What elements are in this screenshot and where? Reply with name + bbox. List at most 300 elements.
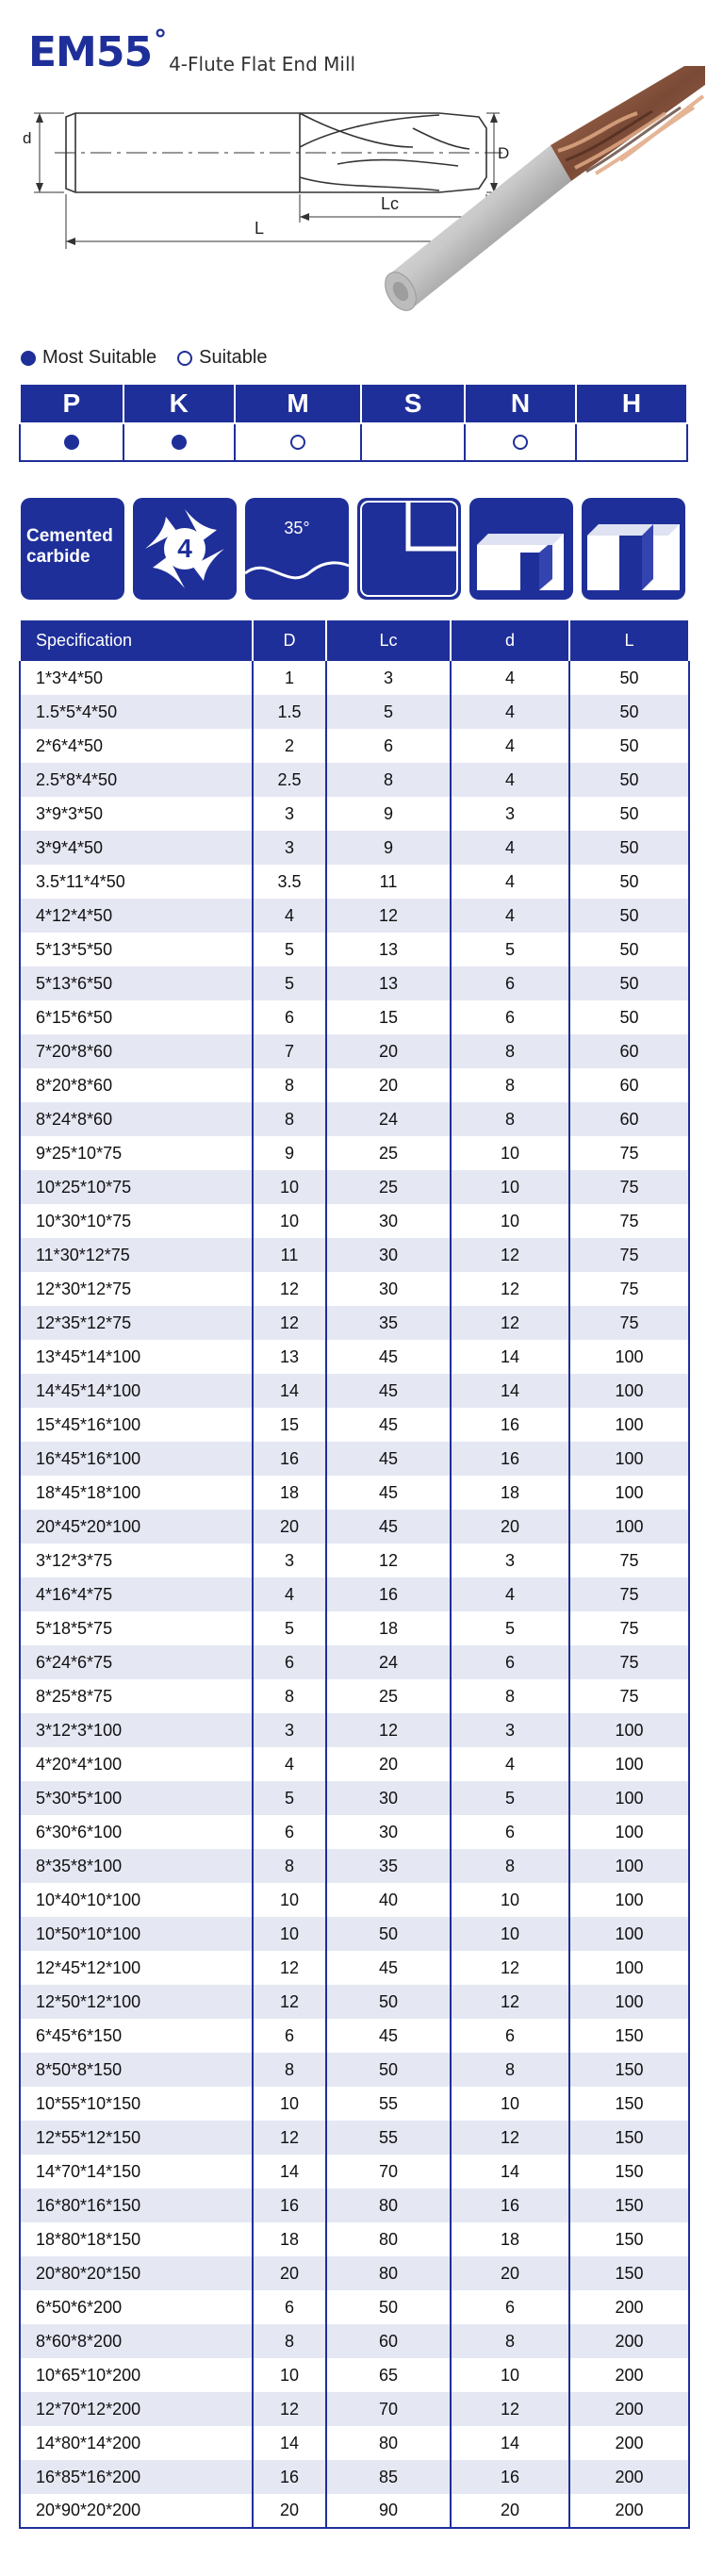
table-cell: 100 <box>569 1510 689 1544</box>
table-cell: 12 <box>253 1985 326 2019</box>
table-cell: 100 <box>569 1442 689 1476</box>
table-cell: 50 <box>569 729 689 763</box>
material-header-k: K <box>123 384 235 423</box>
table-cell: 16 <box>451 1408 569 1442</box>
table-cell: 8 <box>451 1102 569 1136</box>
table-row <box>20 1849 689 1883</box>
table-row <box>20 2460 689 2494</box>
material-label <box>26 526 113 568</box>
table-cell: 6 <box>326 729 451 763</box>
table-cell: 5 <box>253 1781 326 1815</box>
table-cell: 16*85*16*200 <box>20 2460 253 2494</box>
table-row <box>20 1611 689 1645</box>
table-row <box>20 2087 689 2121</box>
table-cell: 20 <box>253 2256 326 2290</box>
helix-angle-value: 35° <box>284 519 310 537</box>
material-line-2: carbide <box>26 547 90 567</box>
table-cell: 12 <box>451 1306 569 1340</box>
table-cell: 18 <box>451 2222 569 2256</box>
table-cell: 16 <box>253 2188 326 2222</box>
table-cell: 16 <box>451 1442 569 1476</box>
table-cell: 100 <box>569 1917 689 1951</box>
table-cell: 10 <box>253 2087 326 2121</box>
table-row <box>20 2494 689 2528</box>
table-row <box>20 2426 689 2460</box>
table-row <box>20 2188 689 2222</box>
table-row <box>20 1544 689 1577</box>
table-cell: 8 <box>451 1849 569 1883</box>
table-cell: 12 <box>326 899 451 933</box>
table-cell: 12 <box>253 1951 326 1985</box>
table-cell: 3 <box>253 1713 326 1747</box>
table-cell: 12*50*12*100 <box>20 1985 253 2019</box>
table-row <box>20 1170 689 1204</box>
table-cell: 14 <box>253 1374 326 1408</box>
table-cell: 12*55*12*150 <box>20 2121 253 2155</box>
table-cell: 80 <box>326 2222 451 2256</box>
table-cell: 6 <box>253 2019 326 2053</box>
table-cell: 1*3*4*50 <box>20 661 253 695</box>
material-rating-k <box>123 423 235 461</box>
material-rating-m <box>235 423 361 461</box>
table-cell: 50 <box>569 865 689 899</box>
table-cell: 5*13*6*50 <box>20 966 253 1000</box>
table-cell: 1 <box>253 661 326 695</box>
table-row <box>20 695 689 729</box>
table-cell: 10 <box>451 1204 569 1238</box>
table-cell: 75 <box>569 1238 689 1272</box>
label-d: d <box>23 129 32 147</box>
legend-most-suitable-label: Most Suitable <box>42 347 157 368</box>
table-cell: 75 <box>569 1272 689 1306</box>
table-cell: 50 <box>569 763 689 797</box>
filled-dot-icon <box>21 351 36 366</box>
table-cell: 45 <box>326 1442 451 1476</box>
table-cell: 150 <box>569 2019 689 2053</box>
table-cell: 50 <box>569 933 689 966</box>
table-cell: 3 <box>451 1544 569 1577</box>
table-cell: 4 <box>451 729 569 763</box>
table-cell: 10 <box>253 1917 326 1951</box>
table-cell: 4 <box>253 899 326 933</box>
spec-col-d: d <box>451 620 569 661</box>
table-cell: 12 <box>326 1713 451 1747</box>
table-cell: 16 <box>451 2188 569 2222</box>
table-cell: 8*50*8*150 <box>20 2053 253 2087</box>
table-cell: 16 <box>326 1577 451 1611</box>
table-cell: 4*12*4*50 <box>20 899 253 933</box>
table-cell: 14 <box>451 2155 569 2188</box>
square-corner-icon <box>357 498 461 600</box>
table-cell: 150 <box>569 2222 689 2256</box>
table-cell: 12*35*12*75 <box>20 1306 253 1340</box>
spec-col-specification: Specification <box>20 620 253 661</box>
table-cell: 16*45*16*100 <box>20 1442 253 1476</box>
table-row <box>20 1577 689 1611</box>
table-cell: 8 <box>326 763 451 797</box>
table-cell: 24 <box>326 1102 451 1136</box>
table-row <box>20 1408 689 1442</box>
table-cell: 12 <box>253 2121 326 2155</box>
table-cell: 25 <box>326 1170 451 1204</box>
table-cell: 8 <box>253 1102 326 1136</box>
table-cell: 11 <box>253 1238 326 1272</box>
table-cell: 4 <box>451 695 569 729</box>
table-cell: 200 <box>569 2358 689 2392</box>
table-cell: 10 <box>451 1917 569 1951</box>
table-row <box>20 933 689 966</box>
suitability-legend <box>21 347 288 369</box>
table-cell: 100 <box>569 1340 689 1374</box>
table-row <box>20 831 689 865</box>
table-cell: 3 <box>253 797 326 831</box>
table-cell: 12 <box>451 2392 569 2426</box>
material-header-p: P <box>20 384 123 423</box>
table-row <box>20 1442 689 1476</box>
table-cell: 4 <box>451 1577 569 1611</box>
table-cell: 30 <box>326 1238 451 1272</box>
table-cell: 45 <box>326 2019 451 2053</box>
table-cell: 8*24*8*60 <box>20 1102 253 1136</box>
table-cell: 13 <box>326 933 451 966</box>
table-cell: 45 <box>326 1340 451 1374</box>
table-cell: 14*70*14*150 <box>20 2155 253 2188</box>
table-cell: 45 <box>326 1510 451 1544</box>
table-row <box>20 1102 689 1136</box>
table-cell: 12 <box>451 1238 569 1272</box>
table-cell: 3.5 <box>253 865 326 899</box>
table-cell: 4 <box>451 865 569 899</box>
table-cell: 20 <box>326 1034 451 1068</box>
table-cell: 9 <box>253 1136 326 1170</box>
table-row <box>20 2358 689 2392</box>
table-cell: 4 <box>451 1747 569 1781</box>
table-cell: 9*25*10*75 <box>20 1136 253 1170</box>
table-cell: 3*9*3*50 <box>20 797 253 831</box>
table-cell: 8*25*8*75 <box>20 1679 253 1713</box>
table-cell: 3 <box>253 831 326 865</box>
table-cell: 20 <box>326 1747 451 1781</box>
table-cell: 13 <box>326 966 451 1000</box>
table-cell: 30 <box>326 1815 451 1849</box>
table-cell: 50 <box>326 1917 451 1951</box>
table-cell: 5 <box>253 966 326 1000</box>
table-cell: 200 <box>569 2290 689 2324</box>
table-cell: 8 <box>253 1849 326 1883</box>
table-cell: 5 <box>451 933 569 966</box>
table-cell: 6*45*6*150 <box>20 2019 253 2053</box>
table-row <box>20 763 689 797</box>
table-cell: 100 <box>569 1815 689 1849</box>
table-cell: 3.5*11*4*50 <box>20 865 253 899</box>
legend-suitable <box>177 347 267 369</box>
model-degree: ° <box>154 24 168 55</box>
table-row <box>20 1476 689 1510</box>
table-cell: 11*30*12*75 <box>20 1238 253 1272</box>
table-cell: 12 <box>253 1272 326 1306</box>
table-cell: 45 <box>326 1951 451 1985</box>
table-row <box>20 2392 689 2426</box>
table-cell: 4 <box>253 1747 326 1781</box>
table-cell: 4*20*4*100 <box>20 1747 253 1781</box>
material-header-s: S <box>361 384 465 423</box>
table-cell: 75 <box>569 1544 689 1577</box>
table-cell: 20 <box>253 2494 326 2528</box>
table-cell: 24 <box>326 1645 451 1679</box>
table-cell: 15*45*16*100 <box>20 1408 253 1442</box>
table-row <box>20 1204 689 1238</box>
table-cell: 150 <box>569 2155 689 2188</box>
table-cell: 12*70*12*200 <box>20 2392 253 2426</box>
table-cell: 14 <box>253 2155 326 2188</box>
table-row <box>20 1340 689 1374</box>
table-cell: 14 <box>451 2426 569 2460</box>
table-cell: 10 <box>451 1136 569 1170</box>
table-cell: 100 <box>569 1849 689 1883</box>
table-cell: 8*20*8*60 <box>20 1068 253 1102</box>
table-cell: 14*80*14*200 <box>20 2426 253 2460</box>
table-cell: 55 <box>326 2121 451 2155</box>
table-row <box>20 2256 689 2290</box>
legend-most-suitable <box>21 347 156 369</box>
table-cell: 6*50*6*200 <box>20 2290 253 2324</box>
table-cell: 6*24*6*75 <box>20 1645 253 1679</box>
table-cell: 10 <box>253 1883 326 1917</box>
table-cell: 200 <box>569 2460 689 2494</box>
material-rating-p <box>20 423 123 461</box>
page-title <box>28 24 356 76</box>
table-cell: 6 <box>253 1815 326 1849</box>
material-rating-h <box>576 423 687 461</box>
table-cell: 16 <box>451 2460 569 2494</box>
table-cell: 75 <box>569 1611 689 1645</box>
table-cell: 75 <box>569 1306 689 1340</box>
table-cell: 14 <box>253 2426 326 2460</box>
table-cell: 12 <box>451 1985 569 2019</box>
table-row <box>20 1781 689 1815</box>
table-cell: 3*12*3*100 <box>20 1713 253 1747</box>
table-cell: 10 <box>451 1883 569 1917</box>
table-cell: 8*60*8*200 <box>20 2324 253 2358</box>
material-header-m: M <box>235 384 361 423</box>
filled-dot-icon <box>64 435 79 450</box>
table-cell: 6*15*6*50 <box>20 1000 253 1034</box>
flute-count: 4 <box>177 534 192 563</box>
table-cell: 10 <box>253 1204 326 1238</box>
model-name: EM55 <box>28 28 153 76</box>
end-mill-image <box>373 94 705 321</box>
table-row <box>20 1713 689 1747</box>
table-cell: 60 <box>569 1102 689 1136</box>
table-cell: 150 <box>569 2256 689 2290</box>
table-cell: 75 <box>569 1170 689 1204</box>
table-cell: 40 <box>326 1883 451 1917</box>
table-cell: 5 <box>253 1611 326 1645</box>
table-cell: 60 <box>326 2324 451 2358</box>
table-cell: 100 <box>569 1374 689 1408</box>
table-cell: 8 <box>451 1034 569 1068</box>
table-cell: 70 <box>326 2155 451 2188</box>
table-cell: 150 <box>569 2087 689 2121</box>
table-row <box>20 2222 689 2256</box>
table-cell: 20*90*20*200 <box>20 2494 253 2528</box>
table-cell: 50 <box>326 2290 451 2324</box>
table-cell: 5 <box>451 1781 569 1815</box>
table-cell: 4 <box>451 763 569 797</box>
table-row <box>20 797 689 831</box>
material-header-h: H <box>576 384 687 423</box>
table-cell: 6 <box>451 966 569 1000</box>
table-cell: 80 <box>326 2256 451 2290</box>
label-L: L <box>255 219 265 238</box>
table-row <box>20 1374 689 1408</box>
table-cell: 200 <box>569 2494 689 2528</box>
table-cell: 35 <box>326 1849 451 1883</box>
table-cell: 45 <box>326 1476 451 1510</box>
table-cell: 60 <box>569 1068 689 1102</box>
table-cell: 2*6*4*50 <box>20 729 253 763</box>
table-cell: 75 <box>569 1679 689 1713</box>
table-cell: 20 <box>451 2256 569 2290</box>
table-cell: 80 <box>326 2188 451 2222</box>
spec-header-row <box>20 620 689 661</box>
table-cell: 4*16*4*75 <box>20 1577 253 1611</box>
table-cell: 50 <box>569 797 689 831</box>
table-cell: 6 <box>253 1645 326 1679</box>
table-cell: 18*45*18*100 <box>20 1476 253 1510</box>
table-cell: 15 <box>253 1408 326 1442</box>
table-cell: 10*55*10*150 <box>20 2087 253 2121</box>
table-cell: 10 <box>253 1170 326 1204</box>
table-cell: 2.5 <box>253 763 326 797</box>
table-cell: 20 <box>451 2494 569 2528</box>
table-cell: 75 <box>569 1577 689 1611</box>
table-cell: 100 <box>569 1476 689 1510</box>
table-cell: 5*13*5*50 <box>20 933 253 966</box>
table-row <box>20 1510 689 1544</box>
table-cell: 100 <box>569 1883 689 1917</box>
table-cell: 8 <box>451 2053 569 2087</box>
table-cell: 5 <box>326 695 451 729</box>
specification-table <box>19 620 690 2529</box>
table-cell: 10 <box>451 2358 569 2392</box>
table-cell: 9 <box>326 797 451 831</box>
table-cell: 100 <box>569 1713 689 1747</box>
material-rating-s <box>361 423 465 461</box>
spec-col-l: L <box>569 620 689 661</box>
table-cell: 25 <box>326 1679 451 1713</box>
table-cell: 10*25*10*75 <box>20 1170 253 1204</box>
table-cell: 12 <box>451 1272 569 1306</box>
table-cell: 12 <box>451 2121 569 2155</box>
table-cell: 8 <box>451 1679 569 1713</box>
table-cell: 90 <box>326 2494 451 2528</box>
table-row <box>20 2155 689 2188</box>
table-cell: 6 <box>253 2290 326 2324</box>
table-cell: 85 <box>326 2460 451 2494</box>
hollow-dot-icon <box>513 435 528 450</box>
cemented-carbide-icon <box>21 498 124 600</box>
table-cell: 55 <box>326 2087 451 2121</box>
table-cell: 12*30*12*75 <box>20 1272 253 1306</box>
table-row <box>20 899 689 933</box>
table-cell: 20 <box>451 1510 569 1544</box>
material-header-row <box>20 384 687 423</box>
table-cell: 5 <box>451 1611 569 1645</box>
table-cell: 100 <box>569 1408 689 1442</box>
spec-col-d: D <box>253 620 326 661</box>
table-row <box>20 1815 689 1849</box>
table-cell: 45 <box>326 1408 451 1442</box>
table-cell: 8 <box>253 1068 326 1102</box>
table-cell: 16*80*16*150 <box>20 2188 253 2222</box>
table-cell: 7*20*8*60 <box>20 1034 253 1068</box>
table-cell: 35 <box>326 1306 451 1340</box>
slot-milling-icon <box>582 498 685 600</box>
table-cell: 5 <box>253 933 326 966</box>
table-row <box>20 2121 689 2155</box>
legend-suitable-label: Suitable <box>199 347 268 368</box>
table-cell: 3 <box>451 1713 569 1747</box>
table-row <box>20 1985 689 2019</box>
table-cell: 200 <box>569 2426 689 2460</box>
feature-icons <box>21 498 694 600</box>
table-cell: 20 <box>253 1510 326 1544</box>
table-row <box>20 729 689 763</box>
table-row <box>20 1136 689 1170</box>
table-cell: 150 <box>569 2188 689 2222</box>
table-cell: 6 <box>451 1645 569 1679</box>
table-cell: 15 <box>326 1000 451 1034</box>
table-cell: 100 <box>569 1985 689 2019</box>
table-cell: 3 <box>253 1544 326 1577</box>
table-cell: 16 <box>253 2460 326 2494</box>
table-cell: 4 <box>451 831 569 865</box>
table-cell: 2 <box>253 729 326 763</box>
table-cell: 14 <box>451 1374 569 1408</box>
table-row <box>20 1272 689 1306</box>
table-row <box>20 1951 689 1985</box>
table-cell: 18 <box>451 1476 569 1510</box>
table-cell: 50 <box>326 1985 451 2019</box>
table-cell: 11 <box>326 865 451 899</box>
table-row <box>20 2019 689 2053</box>
table-cell: 65 <box>326 2358 451 2392</box>
side-milling-icon <box>469 498 573 600</box>
table-cell: 16 <box>253 1442 326 1476</box>
table-cell: 2.5*8*4*50 <box>20 763 253 797</box>
table-row <box>20 2324 689 2358</box>
material-rating-row <box>20 423 687 461</box>
table-cell: 6*30*6*100 <box>20 1815 253 1849</box>
table-cell: 100 <box>569 1747 689 1781</box>
table-cell: 200 <box>569 2324 689 2358</box>
table-cell: 10 <box>253 2358 326 2392</box>
table-row <box>20 1645 689 1679</box>
table-row <box>20 865 689 899</box>
material-rating-n <box>465 423 576 461</box>
table-cell: 20*45*20*100 <box>20 1510 253 1544</box>
table-cell: 100 <box>569 1781 689 1815</box>
table-cell: 10 <box>451 2087 569 2121</box>
product-subtitle: 4-Flute Flat End Mill <box>169 53 356 75</box>
table-cell: 8 <box>451 1068 569 1102</box>
table-cell: 6 <box>253 1000 326 1034</box>
table-cell: 70 <box>326 2392 451 2426</box>
table-cell: 5*18*5*75 <box>20 1611 253 1645</box>
table-cell: 150 <box>569 2053 689 2087</box>
table-row <box>20 1238 689 1272</box>
